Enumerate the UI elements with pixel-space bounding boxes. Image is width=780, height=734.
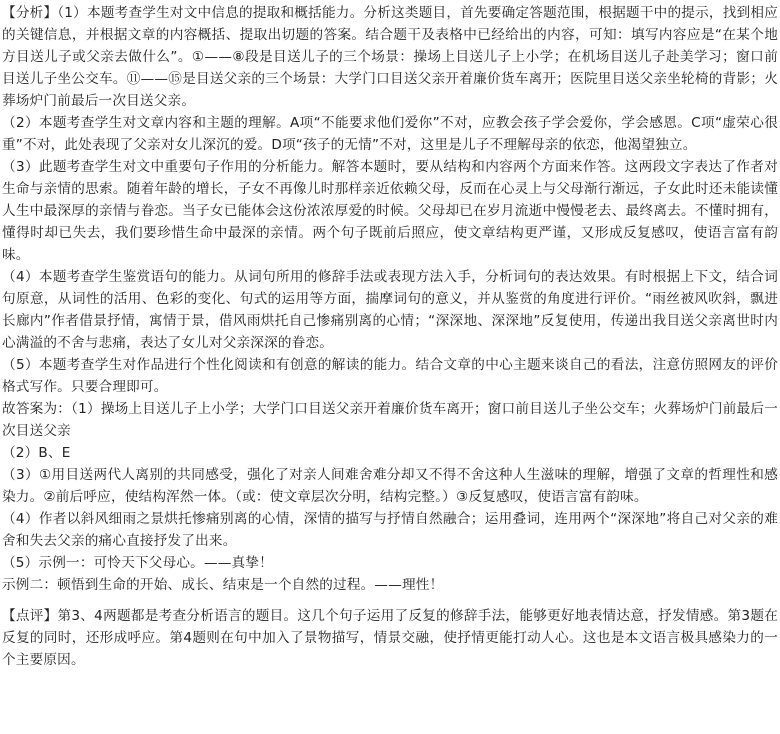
analysis-paragraph-1: 【分析】（1）本题考查学生对文中信息的提取和概括能力。分析这类题目，首先要确定答题范围，根据题干中的提示，找到相应的关键信息，并根据文章的内容概括、提取出切题的答案。结合题干及表格中已经给出的内容，可知：填写内容应是“在某个地方目送儿子或父亲去做什么”。①——⑧段是目送儿子的三个场景：操场上目送儿子上小学；在机场目送儿子赴美学习；窗口前目送儿子坐公交车。⑪——⑮是目送父亲的三个场景：大学门口目送父亲开着廉价货车离开；医院里目送父亲坐轮椅的背影；火葬场炉门前最后一次目送父亲。	[2, 5, 778, 109]
comment-section	[2, 605, 778, 671]
analysis-section	[2, 2, 778, 398]
answer-line-6: 示例二：顿悟到生命的开始、成长、结束是一个自然的过程。——理性！	[2, 577, 444, 593]
answer-line-1: 故答案为：（1）操场上目送儿子上小学；大学门口目送父亲开着廉价货车离开；窗口前目送儿子坐公交车；火葬场炉门前最后一次目送父亲	[2, 401, 778, 439]
analysis-paragraph-3: （3）此题考查学生对文中重要句子作用的分析能力。解答本题时，要从结构和内容两个方面来作答。这两段文字表达了作者对生命与亲情的思索。随着年龄的增长，子女不再像儿时那样亲近依赖父母，反而在心灵上与父母渐行渐远，子女此时还未能读懂人生中最深厚的亲情与眷恋。当子女已能体会这份浓浓厚爱的时候。父母却已在岁月流逝中慢慢老去、最终离去。不懂时拥有，懂得时却已失去，我们要珍惜生命中最深的亲情。两个句子既前后照应，使文章结构更严谨，又形成反复感叹，使语言富有韵味。	[2, 159, 778, 263]
analysis-paragraph-2: （2）本题考查学生对文章内容和主题的理解。A项“不能要求他们爱你”不对，应教会孩子学会爱你，学会感恩。C项“虚荣心很重”不对，此处表现了父亲对女儿深沉的爱。D项“孩子的无情”不对，这里是儿子不理解母亲的依恋，他渴望独立。	[2, 115, 778, 153]
analysis-paragraph-4: （4）本题考查学生鉴赏语句的能力。从词句所用的修辞手法或表现方法入手，分析词句的表达效果。有时根据上下文，结合词句原意，从词性的活用、色彩的变化、句式的运用等方面，揣摩词句的意义，并从鉴赏的角度进行评价。“雨丝被风吹斜，飘进长廊内”作者借景抒情，寓情于景，借风雨烘托自己惨痛别离的心情；“深深地、深深地”反复使用，传递出我目送父亲离世时内心满溢的不舍与悲痛，表达了女儿对父亲深深的眷恋。	[2, 269, 778, 351]
analysis-paragraph-5: （5）本题考查学生对作品进行个性化阅读和有创意的解读的能力。结合文章的中心主题来谈自己的看法，注意仿照网友的评价格式写作。只要合理即可。	[2, 357, 778, 395]
answer-line-5: （5）示例一：可怜天下父母心。——真挚！	[2, 555, 273, 571]
answer-line-3: （3）①用目送两代人离别的共同感受，强化了对亲人间难舍难分却又不得不舍这种人生滋味的理解，增强了文章的哲理性和感染力。②前后呼应，使结构浑然一体。（或：使文章层次分明，结构完整。）③反复感叹，使语言富有韵味。	[2, 467, 778, 505]
answer-line-4: （4）作者以斜风细雨之景烘托惨痛别离的心情，深情的描写与抒情自然融合；运用叠词，连用两个“深深地”将自己对父亲的难舍和失去父亲的痛心直接抒发了出来。	[2, 511, 778, 549]
answer-section	[2, 398, 778, 596]
answer-line-2: （2）B、E	[2, 445, 71, 461]
comment-paragraph: 【点评】第3、4两题都是考查分析语言的题目。这几个句子运用了反复的修辞手法，能够更好地表情达意，抒发情感。第3题在反复的同时，还形成呼应。第4题则在句中加入了景物描写，情景交融，使抒情更能打动人心。这也是本文语言极具感染力的一个主要原因。	[2, 608, 778, 668]
section-spacer	[2, 596, 778, 605]
